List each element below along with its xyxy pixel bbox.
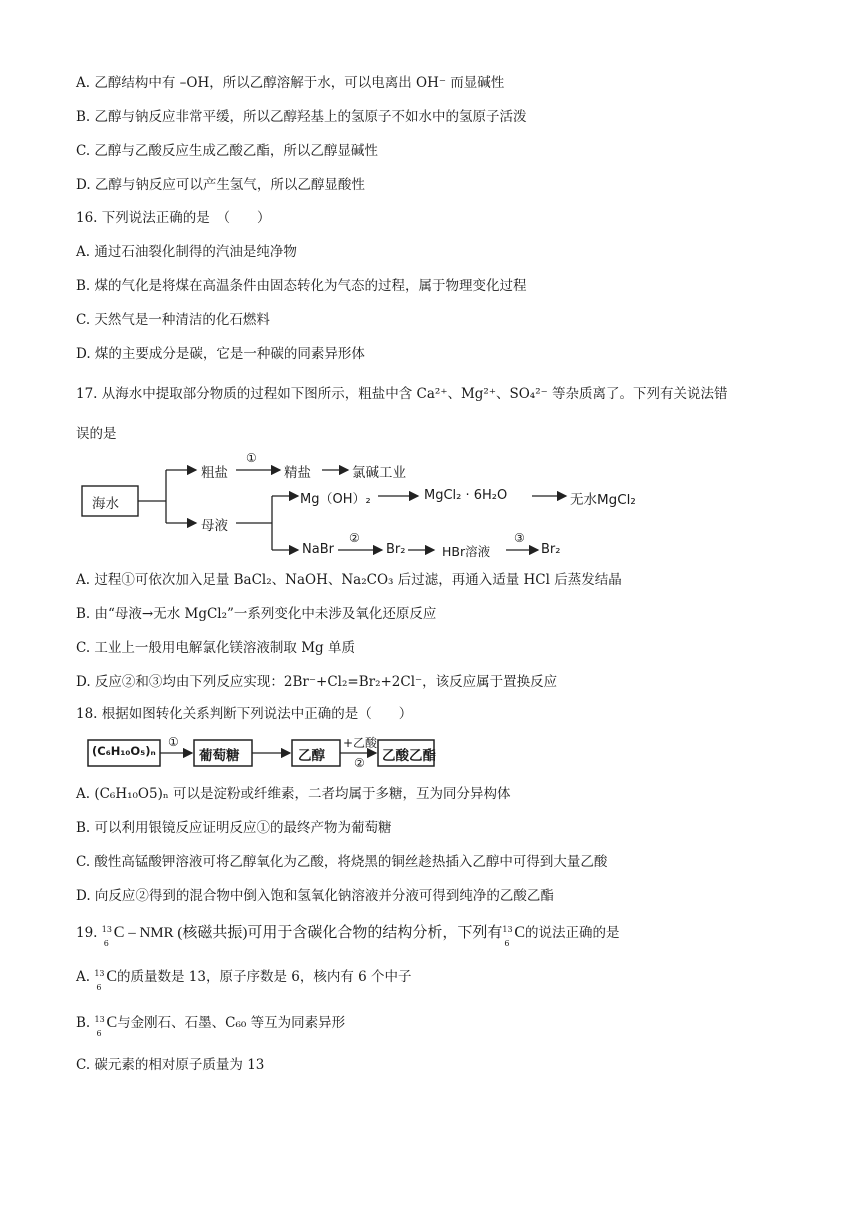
- ethyl-acetate-label: 乙酸乙酯: [382, 748, 436, 764]
- q16-option-a: A. 通过石油裂化制得的汽油是纯净物: [76, 244, 297, 260]
- br2-label-a: Br₂: [386, 542, 406, 557]
- q16-option-b: B. 煤的气化是将煤在高温条件由固态转化为气态的过程，属于物理变化过程: [76, 278, 527, 294]
- q19-stem: 19. 13 6 C – NMR (核磁共振)可用于含碳化合物的结构分析，下列有 13 6 C的说法正确的是: [76, 924, 620, 948]
- chlor-alkali-label: 氯碱工业: [352, 465, 406, 481]
- q17-stem: 17. 从海水中提取部分物质的过程如下图所示，粗盐中含 Ca²⁺、Mg²⁺、SO₄²⁻ 等杂质离了。下列有关说法错: [76, 386, 728, 402]
- q18-option-d: D. 向反应②得到的混合物中倒入饱和氢氧化钠溶液并分液可得到纯净的乙酸乙酯: [76, 888, 554, 904]
- q16-option-c: C. 天然气是一种清洁的化石燃料: [76, 312, 270, 328]
- mother-liquor-label: 母液: [201, 518, 228, 534]
- hbr-solution-label: HBr溶液: [442, 544, 491, 559]
- starch-label: (C₆H₁₀O₅)ₙ: [92, 744, 156, 758]
- q19-option-b: B. 13 6 C与金刚石、石墨、C₆₀ 等互为同素异形: [76, 1014, 346, 1038]
- q18-option-b: B. 可以利用银镜反应证明反应①的最终产物为葡萄糖: [76, 820, 392, 836]
- refined-salt-label: 精盐: [284, 465, 311, 481]
- step2-label: ②: [349, 531, 360, 545]
- mgoh2-label: Mg（OH）₂: [300, 492, 371, 507]
- q16-option-d: D. 煤的主要成分是碳，它是一种碳的同素异形体: [76, 346, 365, 362]
- c13-isotope: 13 6: [101, 924, 112, 948]
- q15-option-a: A. 乙醇结构中有 –OH，所以乙醇溶解于水，可以电离出 OH⁻ 而显碱性: [76, 75, 505, 91]
- q16-stem: 16. 下列说法正确的是 （ ）: [76, 210, 271, 226]
- q15-option-b: B. 乙醇与钠反应非常平缓，所以乙醇羟基上的氢原子不如水中的氢原子活泼: [76, 109, 527, 125]
- nabr-label: NaBr: [302, 542, 334, 557]
- q17-option-b: B. 由“母液→无水 MgCl₂”一系列变化中未涉及氧化还原反应: [76, 606, 437, 622]
- c13-isotope: 13 6: [94, 1014, 105, 1038]
- glucose-label: 葡萄糖: [199, 748, 240, 764]
- q17-stem-continued: 误的是: [76, 426, 117, 442]
- q17-option-a: A. 过程①可依次加入足量 BaCl₂、NaOH、Na₂CO₃ 后过滤，再通入适量 HCl 后蒸发结晶: [76, 572, 622, 588]
- q18-step1-label: ①: [168, 735, 179, 749]
- step3-label: ③: [514, 531, 525, 545]
- q18-option-a: A. (C₆H₁₀O5)ₙ 可以是淀粉或纤维素，二者均属于多糖，互为同分异构体: [76, 786, 511, 802]
- step1-label: ①: [246, 451, 257, 465]
- ethanol-label: 乙醇: [298, 748, 325, 764]
- crude-salt-label: 粗盐: [201, 465, 228, 481]
- q19-option-c: C. 碳元素的相对原子质量为 13: [76, 1057, 265, 1073]
- q15-option-d: D. 乙醇与钠反应可以产生氢气，所以乙醇显酸性: [76, 177, 365, 193]
- mgcl2-hydrate-label: MgCl₂ · 6H₂O: [424, 488, 508, 503]
- q18-step2-label: ②: [354, 756, 365, 770]
- q15-option-c: C. 乙醇与乙酸反应生成乙酸乙酯，所以乙醇显碱性: [76, 143, 378, 159]
- q18-option-c: C. 酸性高锰酸钾溶液可将乙醇氧化为乙酸，将烧黑的铜丝趁热插入乙醇中可得到大量乙酸: [76, 854, 608, 870]
- anhydrous-mgcl2-label: 无水MgCl₂: [570, 492, 636, 508]
- q17-option-c: C. 工业上一般用电解氯化镁溶液制取 Mg 单质: [76, 640, 355, 656]
- c13-isotope: 13 6: [94, 968, 105, 992]
- br2-label-b: Br₂: [541, 542, 561, 557]
- c13-isotope: 13 6: [502, 924, 513, 948]
- q18-stem: 18. 根据如图转化关系判断下列说法中正确的是（ ）: [76, 706, 413, 722]
- q17-option-d: D. 反应②和③均由下列反应实现：2Br⁻+Cl₂=Br₂+2Cl⁻，该反应属于置换反应: [76, 674, 558, 690]
- plus-acetic-acid-label: +乙酸: [343, 736, 378, 750]
- q19-option-a: A. 13 6 C的质量数是 13，原子序数是 6，核内有 6 个中子: [76, 968, 412, 992]
- seawater-label: 海水: [92, 496, 119, 512]
